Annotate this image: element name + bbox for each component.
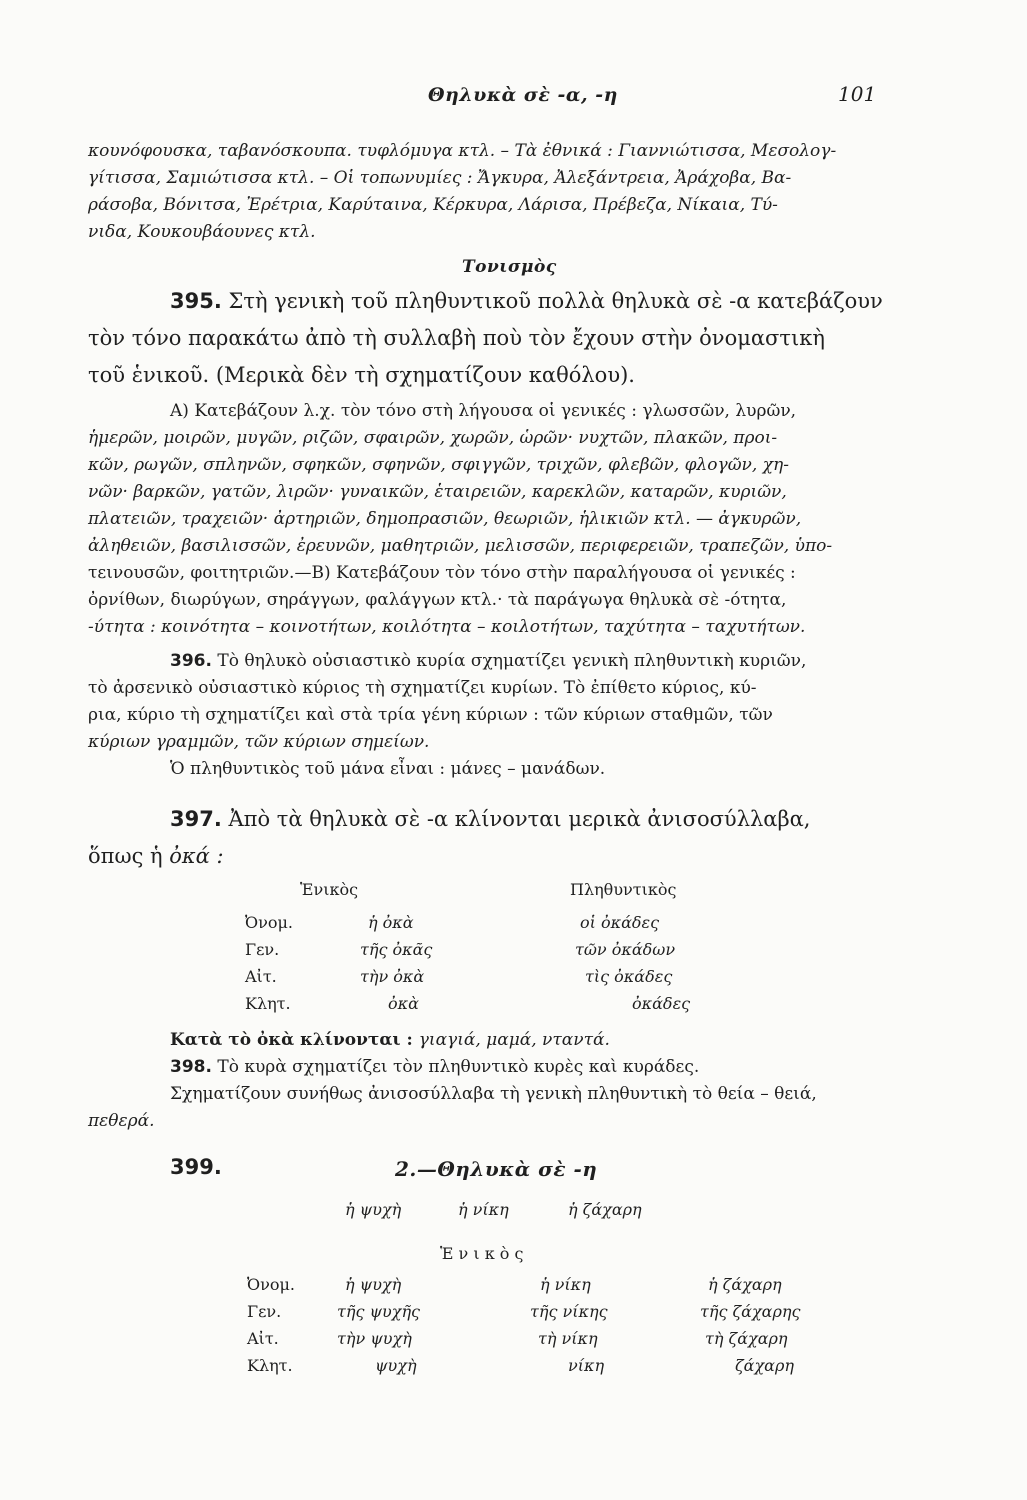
case-label: Αἰτ. <box>245 967 277 986</box>
para-number-399: 399. <box>170 1155 222 1179</box>
para-395-a-1: Α) Κατεβάζουν λ.χ. τὸν τόνο στὴ λήγουσα οἱ γενικές : γλωσσῶν, λυρῶν, <box>170 401 797 421</box>
case-label: Κλητ. <box>247 1356 293 1375</box>
plural-form: οἱ ὀκάδες <box>580 913 660 932</box>
para-398-line-2: Σχηματίζουν συνήθως ἀνισοσύλλαβα τὴ γενικὴ πληθυντικὴ τὸ θεία – θειά, <box>170 1084 817 1104</box>
para-398-line-1 <box>170 1056 699 1078</box>
para-395-text-1: Στὴ γενικὴ τοῦ πληθυντικοῦ πολλὰ θηλυκὰ σὲ -α κατεβάζουν <box>228 289 883 313</box>
para-397-after <box>170 1029 610 1051</box>
para-397-line-1 <box>170 808 811 830</box>
case-label: Ὀνομ. <box>245 913 293 932</box>
para-396-line-4: κύριων γραμμῶν, τῶν κύριων σημείων. <box>88 732 430 752</box>
para-395-a-7: τεινουσῶν, φοιτητριῶν.—Β) Κατεβάζουν τὸν τόνο στὴν παραλήγουσα οἱ γενικές : <box>88 563 796 583</box>
para-396-line-2: τὸ ἀρσενικὸ οὐσιαστικὸ κύριος τὴ σχηματίζει κυρίων. Τὸ ἐπίθετο κύριος, κύ- <box>88 678 757 698</box>
para-396-text-1: Τὸ θηλυκὸ οὐσιαστικὸ κυρία σχηματίζει γενικὴ πληθυντικὴ κυριῶν, <box>217 651 807 671</box>
para-number-398: 398. <box>170 1057 212 1077</box>
case-label: Γεν. <box>247 1302 282 1321</box>
plural-form: τῶν ὀκάδων <box>575 940 676 959</box>
table-head-singular-399: Ἑ ν ι κ ὸ ς <box>440 1244 524 1263</box>
para-396-line-3: ρια, κύριο τὴ σχηματίζει καὶ στὰ τρία γένη κύριων : τῶν κύριων σταθμῶν, τῶν <box>88 705 773 725</box>
para-number-395: 395. <box>170 289 222 313</box>
para-395-a-9: -ύτητα : κοινότητα – κοινοτήτων, κοιλότητα – κοιλοτήτων, ταχύτητα – ταχυτήτων. <box>88 617 806 637</box>
para-395-line-3: τοῦ ἑνικοῦ. (Μερικὰ δὲν τὴ σχηματίζουν καθόλου). <box>88 363 635 387</box>
singular-form: ὀκὰ <box>388 994 419 1013</box>
intro-line-3: ράσοβα, Βόνιτσα, Ἐρέτρια, Καρύταινα, Κέρκυρα, Λάρισα, Πρέβεζα, Νίκαια, Τύ- <box>88 195 778 215</box>
form-nike: νίκη <box>568 1356 605 1375</box>
headword: ἡ νίκη <box>458 1200 509 1219</box>
para-395-line-2: τὸν τόνο παρακάτω ἀπὸ τὴ συλλαβὴ ποὺ τὸν ἔχουν στὴν ὀνομαστικὴ <box>88 326 825 350</box>
para-number-397: 397. <box>170 807 222 831</box>
para-396-line-5: Ὁ πληθυντικὸς τοῦ μάνα εἶναι : μάνες – μανάδων. <box>170 759 606 779</box>
form-zachari: ζάχαρη <box>735 1356 794 1375</box>
section-heading-feminine-eta: 2.—Θηλυκὰ σὲ -η <box>395 1157 598 1181</box>
form-zachari: τὴ ζάχαρη <box>705 1329 788 1348</box>
para-395-a-8: ὀρνίθων, διωρύγων, σηράγγων, φαλάγγων κτλ.· τὰ παράγωγα θηλυκὰ σὲ -ότητα, <box>88 590 787 610</box>
page-number: 101 <box>838 82 877 106</box>
intro-line-2: γίτισσα, Σαμιώτισσα κτλ. – Οἱ τοπωνυμίες : Ἄγκυρα, Ἀλεξάντρεια, Ἀράχοβα, Βα- <box>88 168 792 188</box>
para-395-line-1 <box>170 290 883 312</box>
form-zachari: ἡ ζάχαρη <box>708 1275 782 1294</box>
form-psyche: ψυχὴ <box>375 1356 417 1375</box>
intro-line-1: κουνόφουσκα, ταβανόσκουπα. τυφλόμυγα κτλ. – Τὰ ἐθνικά : Γιαννιώτισσα, Μεσολογ- <box>88 141 837 161</box>
form-psyche: ἡ ψυχὴ <box>345 1275 402 1294</box>
form-nike: τῆς νίκης <box>530 1302 608 1321</box>
section-heading-tonismos: Τονισμὸς <box>462 257 557 277</box>
intro-line-4: νιδα, Κουκουβάουνες κτλ. <box>88 222 316 242</box>
singular-form: ἡ ὀκὰ <box>368 913 414 932</box>
table-head-plural: Πληθυντικὸς <box>570 880 677 899</box>
case-label: Ὀνομ. <box>247 1275 295 1294</box>
para-397-line-2 <box>88 845 224 867</box>
para-395-a-6: ἀληθειῶν, βασιλισσῶν, ἐρευνῶν, μαθητριῶν, μελισσῶν, περιφερειῶν, τραπεζῶν, ὑπο- <box>88 536 833 556</box>
form-nike: ἡ νίκη <box>540 1275 591 1294</box>
singular-form: τῆς ὀκᾶς <box>360 940 433 959</box>
para-397-text-2b: ὀκά : <box>169 844 224 868</box>
plural-form: ὀκάδες <box>632 994 691 1013</box>
case-label: Γεν. <box>245 940 280 959</box>
para-395-a-5: πλατειῶν, τραχειῶν· ἀρτηριῶν, δημοπρασιῶν, θεωριῶν, ἡλικιῶν κτλ. — ἀγκυρῶν, <box>88 509 802 529</box>
para-397-text-1: Ἀπὸ τὰ θηλυκὰ σὲ -α κλίνονται μερικὰ ἀνισοσύλλαβα, <box>228 807 811 831</box>
form-psyche: τῆς ψυχῆς <box>337 1302 420 1321</box>
form-nike: τὴ νίκη <box>538 1329 598 1348</box>
headword: ἡ ψυχὴ <box>345 1200 402 1219</box>
form-zachari: τῆς ζάχαρης <box>700 1302 801 1321</box>
para-395-a-3: κῶν, ρωγῶν, σπληνῶν, σφηκῶν, σφηνῶν, σφιγγῶν, τριχῶν, φλεβῶν, φλογῶν, χη- <box>88 455 789 475</box>
para-395-a-4: νῶν· βαρκῶν, γατῶν, λιρῶν· γυναικῶν, ἑταιρειῶν, καρεκλῶν, καταρῶν, κυριῶν, <box>88 482 787 502</box>
para-397-text-2a: ὅπως ἡ <box>88 844 170 868</box>
plural-form: τὶς ὀκάδες <box>585 967 673 986</box>
para-395-a-2: ἡμερῶν, μοιρῶν, μυγῶν, ριζῶν, σφαιρῶν, χωρῶν, ὡρῶν· νυχτῶν, πλακῶν, προι- <box>88 428 778 448</box>
para-398-line-3: πεθερά. <box>88 1111 155 1131</box>
para-number-396: 396. <box>170 651 212 671</box>
singular-form: τὴν ὀκὰ <box>360 967 425 986</box>
running-header-title: Θηλυκὰ σὲ -α, -η <box>428 84 618 106</box>
table-head-singular: Ἑνικὸς <box>300 880 359 899</box>
para-397-after-text: Κατὰ τὸ ὀκὰ κλίνονται : <box>170 1030 419 1050</box>
para-398-text-1: Τὸ κυρὰ σχηματίζει τὸν πληθυντικὸ κυρὲς καὶ κυράδες. <box>217 1057 700 1077</box>
case-label: Αἰτ. <box>247 1329 279 1348</box>
case-label: Κλητ. <box>245 994 291 1013</box>
headword: ἡ ζάχαρη <box>568 1200 642 1219</box>
para-396-line-1 <box>170 650 806 672</box>
para-397-after-words: γιαγιά, μαμά, νταντά. <box>418 1030 610 1050</box>
form-psyche: τὴν ψυχὴ <box>337 1329 412 1348</box>
